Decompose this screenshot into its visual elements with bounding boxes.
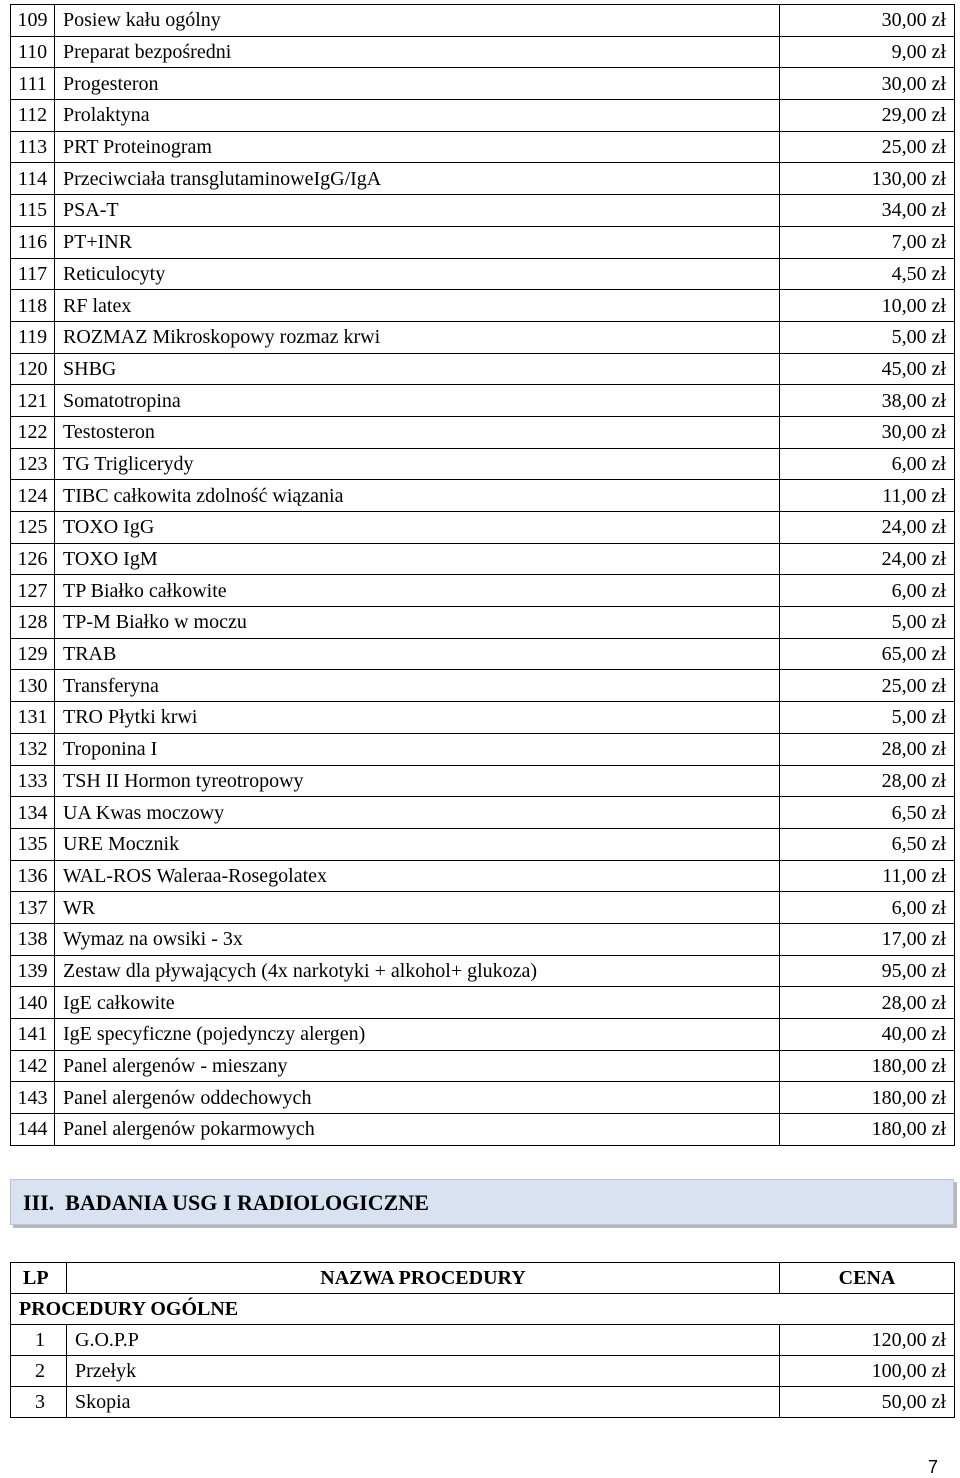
table-row: [11, 702, 955, 734]
row-name: Somatotropina: [55, 385, 780, 417]
row-name: Preparat bezpośredni: [55, 36, 780, 68]
row-name: Posiew kału ogólny: [55, 5, 780, 37]
row-name: PSA-T: [55, 195, 780, 227]
row-name: Transferyna: [55, 670, 780, 702]
row-name: SHBG: [55, 353, 780, 385]
row-lp: 120: [11, 353, 55, 385]
row-name: PT+INR: [55, 226, 780, 258]
row-price: 45,00 zł: [780, 353, 955, 385]
row-price: 9,00 zł: [780, 36, 955, 68]
group-row: [11, 1294, 955, 1325]
row-price: 17,00 zł: [780, 923, 955, 955]
row-price: 30,00 zł: [780, 5, 955, 37]
table-row: [11, 765, 955, 797]
lab-tests-price-table: [10, 4, 955, 1146]
row-lp: 110: [11, 36, 55, 68]
row-name: Panel alergenów pokarmowych: [55, 1114, 780, 1146]
row-price: 28,00 zł: [780, 987, 955, 1019]
row-name: Skopia: [67, 1387, 780, 1418]
table-row: [11, 1050, 955, 1082]
row-lp: 112: [11, 100, 55, 132]
row-lp: 127: [11, 575, 55, 607]
procedures-price-table: [10, 1262, 955, 1418]
row-price: 28,00 zł: [780, 733, 955, 765]
row-lp: 1: [11, 1325, 67, 1356]
row-name: TP Białko całkowite: [55, 575, 780, 607]
row-price: 180,00 zł: [780, 1050, 955, 1082]
table-row: [11, 892, 955, 924]
table-row: [11, 955, 955, 987]
row-lp: 131: [11, 702, 55, 734]
table-row: [11, 1019, 955, 1051]
table-row: [11, 860, 955, 892]
row-lp: 116: [11, 226, 55, 258]
row-lp: 118: [11, 290, 55, 322]
row-name: TRO Płytki krwi: [55, 702, 780, 734]
row-lp: 135: [11, 828, 55, 860]
table-row: [11, 385, 955, 417]
row-lp: 139: [11, 955, 55, 987]
row-name: TP-M Białko w moczu: [55, 607, 780, 639]
row-lp: 128: [11, 607, 55, 639]
table-row: [11, 575, 955, 607]
table-row: [11, 670, 955, 702]
row-name: TOXO IgG: [55, 512, 780, 544]
row-name: WR: [55, 892, 780, 924]
table-header-row: [11, 1263, 955, 1294]
table-row: [11, 512, 955, 544]
row-lp: 137: [11, 892, 55, 924]
row-price: 6,50 zł: [780, 797, 955, 829]
row-price: 24,00 zł: [780, 512, 955, 544]
row-price: 6,00 zł: [780, 892, 955, 924]
table-row: [11, 1114, 955, 1146]
table-row: [11, 797, 955, 829]
row-lp: 123: [11, 448, 55, 480]
table-row: [11, 100, 955, 132]
table-row: [11, 416, 955, 448]
row-name: Przeciwciała transglutaminoweIgG/IgA: [55, 163, 780, 195]
row-name: PRT Proteinogram: [55, 131, 780, 163]
row-price: 30,00 zł: [780, 416, 955, 448]
table-row: [11, 448, 955, 480]
row-name: TG Triglicerydy: [55, 448, 780, 480]
row-name: TOXO IgM: [55, 543, 780, 575]
table-row: [11, 68, 955, 100]
row-price: 6,00 zł: [780, 448, 955, 480]
row-name: Przełyk: [67, 1356, 780, 1387]
row-price: 28,00 zł: [780, 765, 955, 797]
table-row: [11, 5, 955, 37]
row-name: ROZMAZ Mikroskopowy rozmaz krwi: [55, 321, 780, 353]
header-price: CENA: [780, 1263, 955, 1294]
row-name: IgE całkowite: [55, 987, 780, 1019]
row-price: 40,00 zł: [780, 1019, 955, 1051]
row-lp: 117: [11, 258, 55, 290]
row-price: 65,00 zł: [780, 638, 955, 670]
row-name: Troponina I: [55, 733, 780, 765]
row-lp: 115: [11, 195, 55, 227]
row-name: TIBC całkowita zdolność wiązania: [55, 480, 780, 512]
table-row: [11, 1387, 955, 1418]
row-price: 29,00 zł: [780, 100, 955, 132]
table-row: [11, 607, 955, 639]
row-price: 10,00 zł: [780, 290, 955, 322]
row-lp: 130: [11, 670, 55, 702]
page-number: 7: [927, 1457, 938, 1477]
row-lp: 125: [11, 512, 55, 544]
row-lp: 132: [11, 733, 55, 765]
table-row: [11, 1082, 955, 1114]
procedures-table-body: [11, 1263, 955, 1418]
row-name: IgE specyficzne (pojedynczy alergen): [55, 1019, 780, 1051]
row-lp: 136: [11, 860, 55, 892]
row-name: Reticulocyty: [55, 258, 780, 290]
row-price: 5,00 zł: [780, 702, 955, 734]
table-row: [11, 1356, 955, 1387]
row-price: 50,00 zł: [780, 1387, 955, 1418]
table-row: [11, 733, 955, 765]
row-price: 100,00 zł: [780, 1356, 955, 1387]
row-lp: 2: [11, 1356, 67, 1387]
row-lp: 134: [11, 797, 55, 829]
row-name: Panel alergenów - mieszany: [55, 1050, 780, 1082]
row-lp: 124: [11, 480, 55, 512]
lab-tests-table-body: [11, 5, 955, 1146]
row-lp: 111: [11, 68, 55, 100]
row-name: G.O.P.P: [67, 1325, 780, 1356]
group-label: PROCEDURY OGÓLNE: [11, 1294, 955, 1325]
section-heading: [10, 1179, 954, 1225]
row-lp: 113: [11, 131, 55, 163]
row-price: 38,00 zł: [780, 385, 955, 417]
table-row: [11, 195, 955, 227]
header-name: NAZWA PROCEDURY: [67, 1263, 780, 1294]
table-row: [11, 480, 955, 512]
row-price: 180,00 zł: [780, 1082, 955, 1114]
row-name: TRAB: [55, 638, 780, 670]
row-lp: 129: [11, 638, 55, 670]
row-lp: 3: [11, 1387, 67, 1418]
row-name: URE Mocznik: [55, 828, 780, 860]
row-name: TSH II Hormon tyreotropowy: [55, 765, 780, 797]
row-price: 24,00 zł: [780, 543, 955, 575]
row-price: 11,00 zł: [780, 480, 955, 512]
table-row: [11, 321, 955, 353]
row-price: 4,50 zł: [780, 258, 955, 290]
row-price: 120,00 zł: [780, 1325, 955, 1356]
header-lp: LP: [11, 1263, 67, 1294]
row-lp: 119: [11, 321, 55, 353]
row-lp: 122: [11, 416, 55, 448]
table-row: [11, 163, 955, 195]
row-lp: 138: [11, 923, 55, 955]
row-lp: 109: [11, 5, 55, 37]
table-row: [11, 828, 955, 860]
row-lp: 140: [11, 987, 55, 1019]
row-lp: 141: [11, 1019, 55, 1051]
row-lp: 126: [11, 543, 55, 575]
row-price: 25,00 zł: [780, 670, 955, 702]
row-price: 25,00 zł: [780, 131, 955, 163]
section-title: III. BADANIA USG I RADIOLOGICZNE: [23, 1190, 429, 1215]
row-name: UA Kwas moczowy: [55, 797, 780, 829]
row-lp: 143: [11, 1082, 55, 1114]
row-name: RF latex: [55, 290, 780, 322]
row-name: Wymaz na owsiki - 3x: [55, 923, 780, 955]
table-row: [11, 543, 955, 575]
row-name: Zestaw dla pływających (4x narkotyki + alkohol+ glukoza): [55, 955, 780, 987]
row-price: 30,00 zł: [780, 68, 955, 100]
row-lp: 142: [11, 1050, 55, 1082]
row-name: Progesteron: [55, 68, 780, 100]
row-name: Prolaktyna: [55, 100, 780, 132]
row-price: 95,00 zł: [780, 955, 955, 987]
row-name: Panel alergenów oddechowych: [55, 1082, 780, 1114]
row-price: 6,50 zł: [780, 828, 955, 860]
row-price: 5,00 zł: [780, 607, 955, 639]
row-price: 6,00 zł: [780, 575, 955, 607]
row-lp: 133: [11, 765, 55, 797]
row-price: 130,00 zł: [780, 163, 955, 195]
table-row: [11, 923, 955, 955]
row-price: 7,00 zł: [780, 226, 955, 258]
table-row: [11, 131, 955, 163]
table-row: [11, 1325, 955, 1356]
table-row: [11, 290, 955, 322]
table-row: [11, 987, 955, 1019]
row-name: Testosteron: [55, 416, 780, 448]
row-lp: 114: [11, 163, 55, 195]
row-lp: 121: [11, 385, 55, 417]
row-price: 180,00 zł: [780, 1114, 955, 1146]
row-lp: 144: [11, 1114, 55, 1146]
table-row: [11, 36, 955, 68]
table-row: [11, 638, 955, 670]
table-row: [11, 258, 955, 290]
row-price: 11,00 zł: [780, 860, 955, 892]
table-row: [11, 226, 955, 258]
row-price: 34,00 zł: [780, 195, 955, 227]
row-name: WAL-ROS Waleraa-Rosegolatex: [55, 860, 780, 892]
table-row: [11, 353, 955, 385]
row-price: 5,00 zł: [780, 321, 955, 353]
